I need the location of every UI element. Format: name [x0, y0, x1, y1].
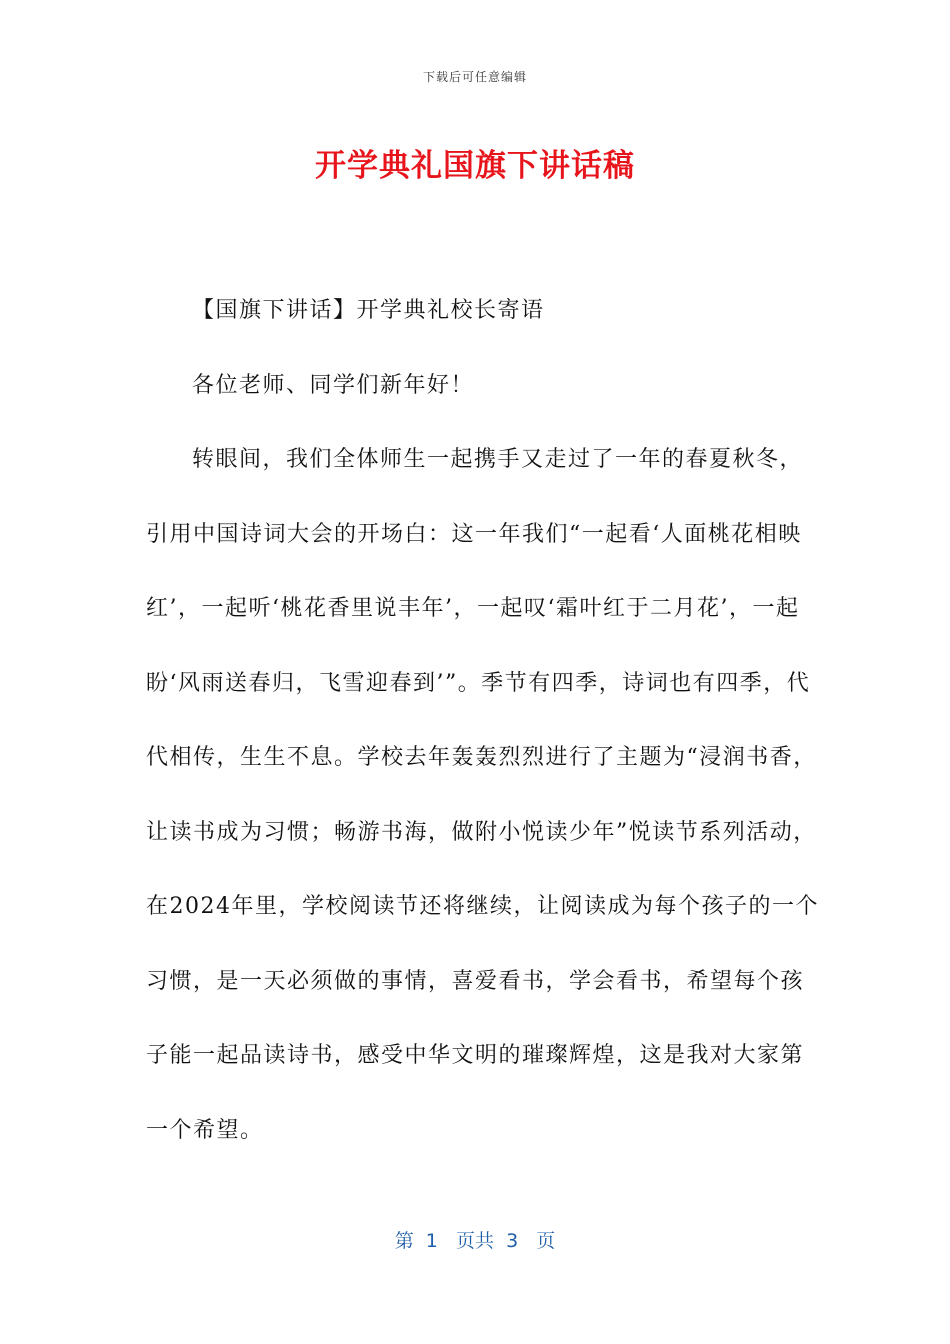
- header-note: 下载后可任意编辑: [422, 70, 527, 84]
- document-body: [146, 274, 826, 1168]
- paragraph-main: 转眼间，我们全体师生一起携手又走过了一年的春夏秋冬，引用中国诗词大会的开场白：这一年我们“一起看‘人面桃花相映红’，一起听‘桃花香里说丰年’，一起叹‘霜叶红于二月花’，一起盼‘风雨送春归，飞雪迎春到’”。季节有四季，诗词也有四季，代代相传，生生不息。学校去年轰轰烈烈进行了主题为“浸润书香，让读书成为习惯；畅游书海，做附小悦读少年”悦读节系列活动，在2024年里，学校阅读节还将继续，让阅读成为每个孩子的一个习惯，是一天必须做的事情，喜爱看书，学会看书，希望每个孩子能一起品读诗书，感受中华文明的璀璨辉煌，这是我对大家第一个希望。: [146, 447, 819, 1143]
- document-title: 开学典礼国旗下讲话稿: [315, 148, 635, 184]
- paragraph-heading: 【国旗下讲话】开学典礼校长寄语: [192, 298, 545, 323]
- paragraph-greeting: 各位老师、同学们新年好！: [192, 372, 475, 398]
- page-number-footer: 第 1 页共 3 页: [394, 1230, 556, 1252]
